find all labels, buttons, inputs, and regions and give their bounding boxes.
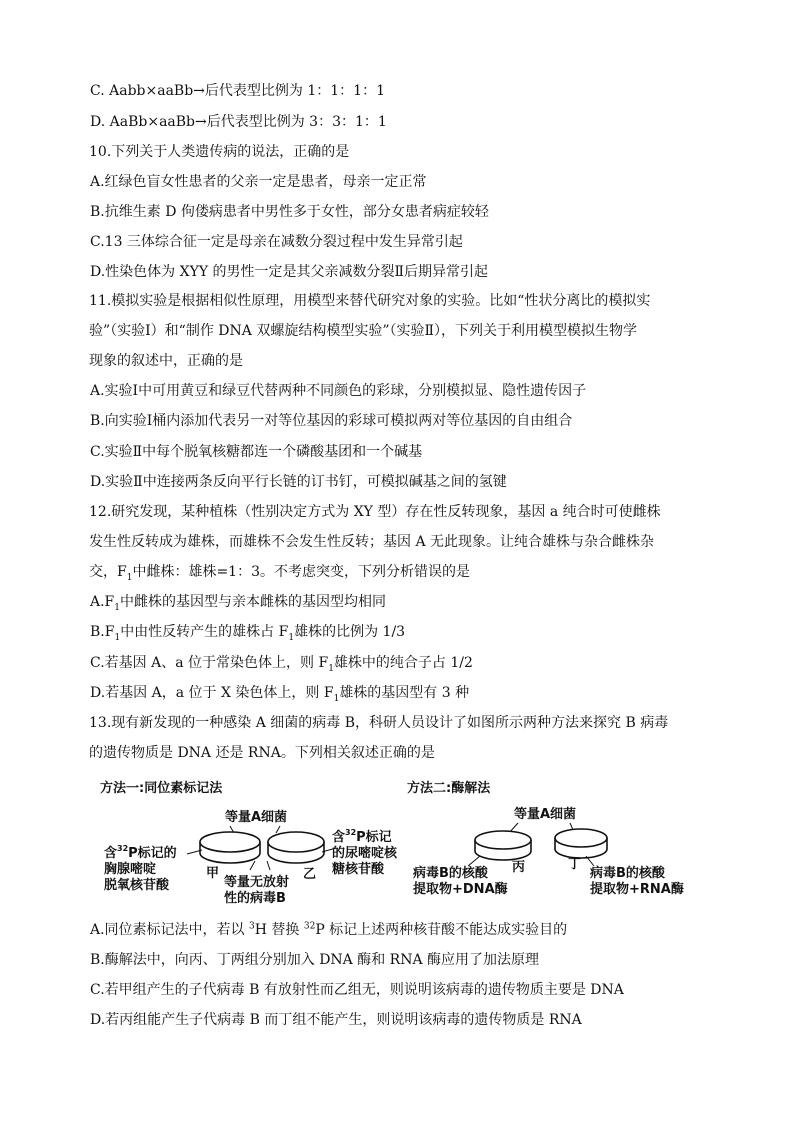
dish-ding: [555, 829, 607, 858]
q10-option-d: D.性染色体为 XYY 的男性一定是其父亲减数分裂Ⅱ后期异常引起: [90, 264, 489, 280]
virus-label-line1: 等量无放射: [224, 875, 290, 890]
q11-option-b: B.向实验Ⅰ桶内添加代表另一对等位基因的彩球可模拟两对等位基因的自由组合: [90, 413, 573, 429]
q10-stem: 10.下列关于人类遗传病的说法，正确的是: [89, 144, 350, 160]
q13-option-a: A.同位素标记法中，若以 $^3$H 替换 $^{32}$P 标记上述两种核苷酸不能达成实验目的: [90, 921, 568, 938]
left-label-line1: 含$^{32}$P标记的: [104, 844, 177, 861]
q11-stem-line1: 11.模拟实验是根据相似性原理，用模型来替代研究对象的实验。比如“性状分离比的模拟实: [89, 293, 651, 309]
left-label-line2: 胸腺嘧啶: [104, 862, 157, 877]
method1-title: 方法一:同位素标记法: [100, 781, 223, 796]
q13-stem-line2: 的遗传物质是 DNA 还是 RNA。下列相关叙述正确的是: [89, 745, 435, 761]
q11-option-a: A.实验Ⅰ中可用黄豆和绿豆代替两种不同颜色的彩球，分别模拟显、隐性遗传因子: [90, 383, 587, 399]
right-label-line3: 糖核苷酸: [332, 862, 385, 877]
dish-yi: [268, 832, 324, 863]
q9-option-d: D. AaBb×aaBb→后代表型比例为 3：3：1：1: [90, 114, 387, 130]
q12-option-d: D.若基因 A，a 位于 X 染色体上，则 $F_1$雄株的基因型有 3 种: [90, 685, 470, 704]
q12-stem-line1: 12.研究发现，某种植株（性别决定方式为 XY 型）存在性反转现象，基因 a 纯合时可使雌株: [89, 504, 661, 520]
label-ding: 丁: [568, 857, 582, 872]
q11-option-d: D.实验Ⅱ中连接两条反向平行长链的订书钉，可模拟碱基之间的氢键: [90, 474, 507, 490]
q9-option-c: C. Aabb×aaBb→后代表型比例为 1：1：1：1: [90, 83, 385, 99]
enzyme-left-line2: 提取物+DNA酶: [413, 882, 508, 897]
right-label-line1: 含$^{32}$P标记: [332, 828, 392, 845]
q12-stem-line2: 发生性反转成为雄株，而雄株不会发生性反转；基因 A 无此现象。让纯合雄株与杂合雌株杂: [89, 534, 655, 550]
enzyme-left-line1: 病毒B的核酸: [413, 866, 488, 881]
dish-jia: [200, 832, 260, 863]
q10-option-c: C.13 三体综合征一定是母亲在减数分裂过程中发生异常引起: [90, 234, 463, 250]
label-yi: 乙: [303, 867, 317, 882]
method1-bacteria-label: 等量A细菌: [225, 810, 288, 825]
left-label-line3: 脱氧核苷酸: [104, 878, 170, 893]
q12-option-b: $B.F_1$中由性反转产生的雄株占 $F_1$雄株的比例为 1/3: [90, 624, 406, 643]
virus-label-line2: 性的病毒B: [224, 891, 286, 906]
label-jia: 甲: [206, 866, 220, 881]
q12-option-c: C.若基因 A、a 位于常染色体上，则 $F_1$雄株中的纯合子占 1/2: [90, 655, 473, 674]
enzyme-right-line2: 提取物+RNA酶: [590, 882, 684, 897]
enzyme-right-line1: 病毒B的核酸: [590, 866, 665, 881]
q13-stem-line1: 13.现有新发现的一种感染 A 细菌的病毒 B，科研人员设计了如图所示两种方法来探究 B 病毒: [89, 715, 669, 731]
right-label-line2: 的尿嘧啶核: [332, 846, 398, 861]
q13-option-b: B.酶解法中，向丙、丁两组分别加入 DNA 酶和 RNA 酶应用了加法原理: [90, 952, 540, 968]
label-bing: 丙: [512, 860, 526, 875]
q12-option-a: $A.F_1$中雌株的基因型与亲本雌株的基因型均相同: [90, 594, 387, 613]
q10-option-b: B.抗维生素 D 佝偻病患者中男性多于女性，部分女患者病症较轻: [90, 204, 489, 220]
q13-option-c: C.若甲组产生的子代病毒 B 有放射性而乙组无，则说明该病毒的遗传物质主要是 DNA: [90, 982, 624, 998]
q10-option-a: A.红绿色盲女性患者的父亲一定是患者，母亲一定正常: [90, 174, 427, 190]
q12-stem-line3: 交，$F_1$中雌株：雄株=1：3。不考虑突变，下列分析错误的是: [89, 564, 470, 583]
q11-stem-line2: 验”（实验Ⅰ）和“制作 DNA 双螺旋结构模型实验”（实验Ⅱ），下列关于利用模型模拟生物学: [89, 323, 638, 339]
method2-bacteria-label: 等量A细菌: [514, 807, 577, 822]
experiment-diagram: [100, 776, 720, 906]
method2-title: 方法二:酶解法: [407, 781, 491, 796]
dish-bing: [475, 831, 531, 860]
q11-option-c: C.实验Ⅱ中每个脱氧核糖都连一个磷酸基团和一个碱基: [90, 444, 423, 460]
q13-option-d: D.若丙组能产生子代病毒 B 而丁组不能产生，则说明该病毒的遗传物质是 RNA: [90, 1012, 582, 1028]
q11-stem-line3: 现象的叙述中，正确的是: [89, 353, 243, 369]
